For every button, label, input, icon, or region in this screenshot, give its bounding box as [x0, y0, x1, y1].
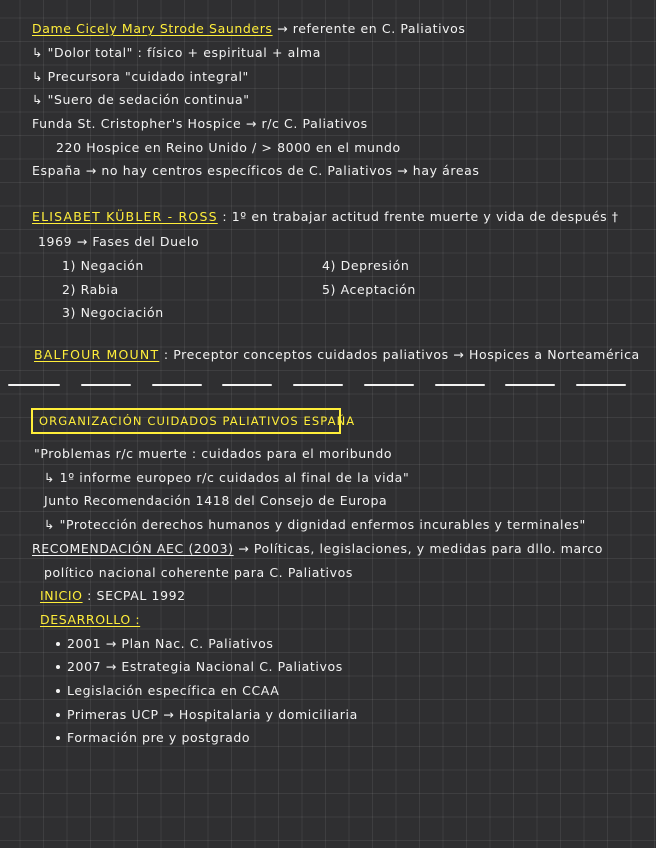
inicio-label: INICIO	[40, 588, 83, 603]
balfour-mount-title: BALFOUR MOUNT	[34, 347, 160, 362]
precursor-line: ↳ Precursora "cuidado integral"	[32, 69, 249, 84]
phase-item: 2) Rabia	[62, 282, 119, 297]
list-item: 2007 → Estrategia Nacional C. Paliativos	[56, 659, 343, 675]
section-title: ORGANIZACIÓN CUIDADOS PALIATIVOS ESPAÑA	[39, 414, 356, 428]
bullet-icon	[56, 736, 60, 740]
sedation-line: ↳ "Suero de sedación continua"	[32, 92, 250, 107]
spain-centers-line: España → no hay centros específicos de C. Paliativos → hay áreas	[32, 163, 480, 178]
bullet-icon	[56, 642, 60, 646]
hospice-count-line: 220 Hospice en Reino Unido / > 8000 en el mundo	[56, 140, 401, 155]
desarrollo-line	[40, 612, 140, 628]
saunders-line	[32, 21, 466, 37]
death-problems-line: "Problemas r/c muerte : cuidados para el moribundo	[34, 446, 393, 461]
inicio-line	[40, 588, 186, 604]
bullet-icon	[56, 665, 60, 669]
aec-recommendation-rest: → Políticas, legislaciones, y medidas para dllo. marco	[238, 541, 603, 556]
balfour-mount-title-rest: : Preceptor conceptos cuidados paliativos → Hospices a Norteamérica	[163, 347, 640, 362]
recommendation-1418-line: Junto Recomendación 1418 del Consejo de Europa	[44, 493, 388, 508]
human-rights-line: ↳ "Protección derechos humanos y dignidad enfermos incurables y terminales"	[44, 517, 586, 532]
bullet-icon	[56, 713, 60, 717]
kubler-ross-line	[32, 209, 619, 225]
phase-item: 1) Negación	[62, 258, 144, 273]
phase-item: 5) Aceptación	[322, 282, 416, 297]
list-item: Legislación específica en CCAA	[56, 683, 279, 699]
saunders-title: Dame Cicely Mary Strode Saunders	[32, 21, 273, 36]
saunders-title-rest: → referente en C. Paliativos	[277, 21, 466, 36]
list-item: Primeras UCP → Hospitalaria y domiciliaria	[56, 707, 358, 723]
dashed-divider	[8, 384, 626, 388]
bullet-icon	[56, 689, 60, 693]
desarrollo-label: DESARROLLO :	[40, 612, 141, 627]
aec-recommendation-line	[32, 541, 603, 557]
hospice-founding-line: Funda St. Cristopher's Hospice → r/c C. Paliativos	[32, 116, 368, 131]
kubler-ross-title: ELISABET KÜBLER - ROSS	[32, 209, 218, 224]
european-report-line: ↳ 1º informe europeo r/c cuidados al final de la vida"	[44, 470, 410, 485]
phase-item: 4) Depresión	[322, 258, 410, 273]
phase-item: 3) Negociación	[62, 305, 164, 320]
inicio-text: : SECPAL 1992	[87, 588, 186, 603]
list-item: Formación pre y postgrado	[56, 730, 250, 746]
total-pain-line: ↳ "Dolor total" : físico + espiritual + alma	[32, 45, 321, 60]
aec-recommendation-title: RECOMENDACIÓN AEC (2003)	[32, 541, 234, 556]
kubler-ross-title-rest: : 1º en trabajar actitud frente muerte y vida de después †	[222, 209, 619, 224]
national-framework-line: político nacional coherente para C. Paliativos	[44, 565, 353, 580]
grief-phases-heading: 1969 → Fases del Duelo	[38, 234, 200, 249]
balfour-mount-line	[34, 347, 640, 363]
list-item: 2001 → Plan Nac. C. Paliativos	[56, 636, 273, 652]
section-title-box	[31, 408, 356, 434]
